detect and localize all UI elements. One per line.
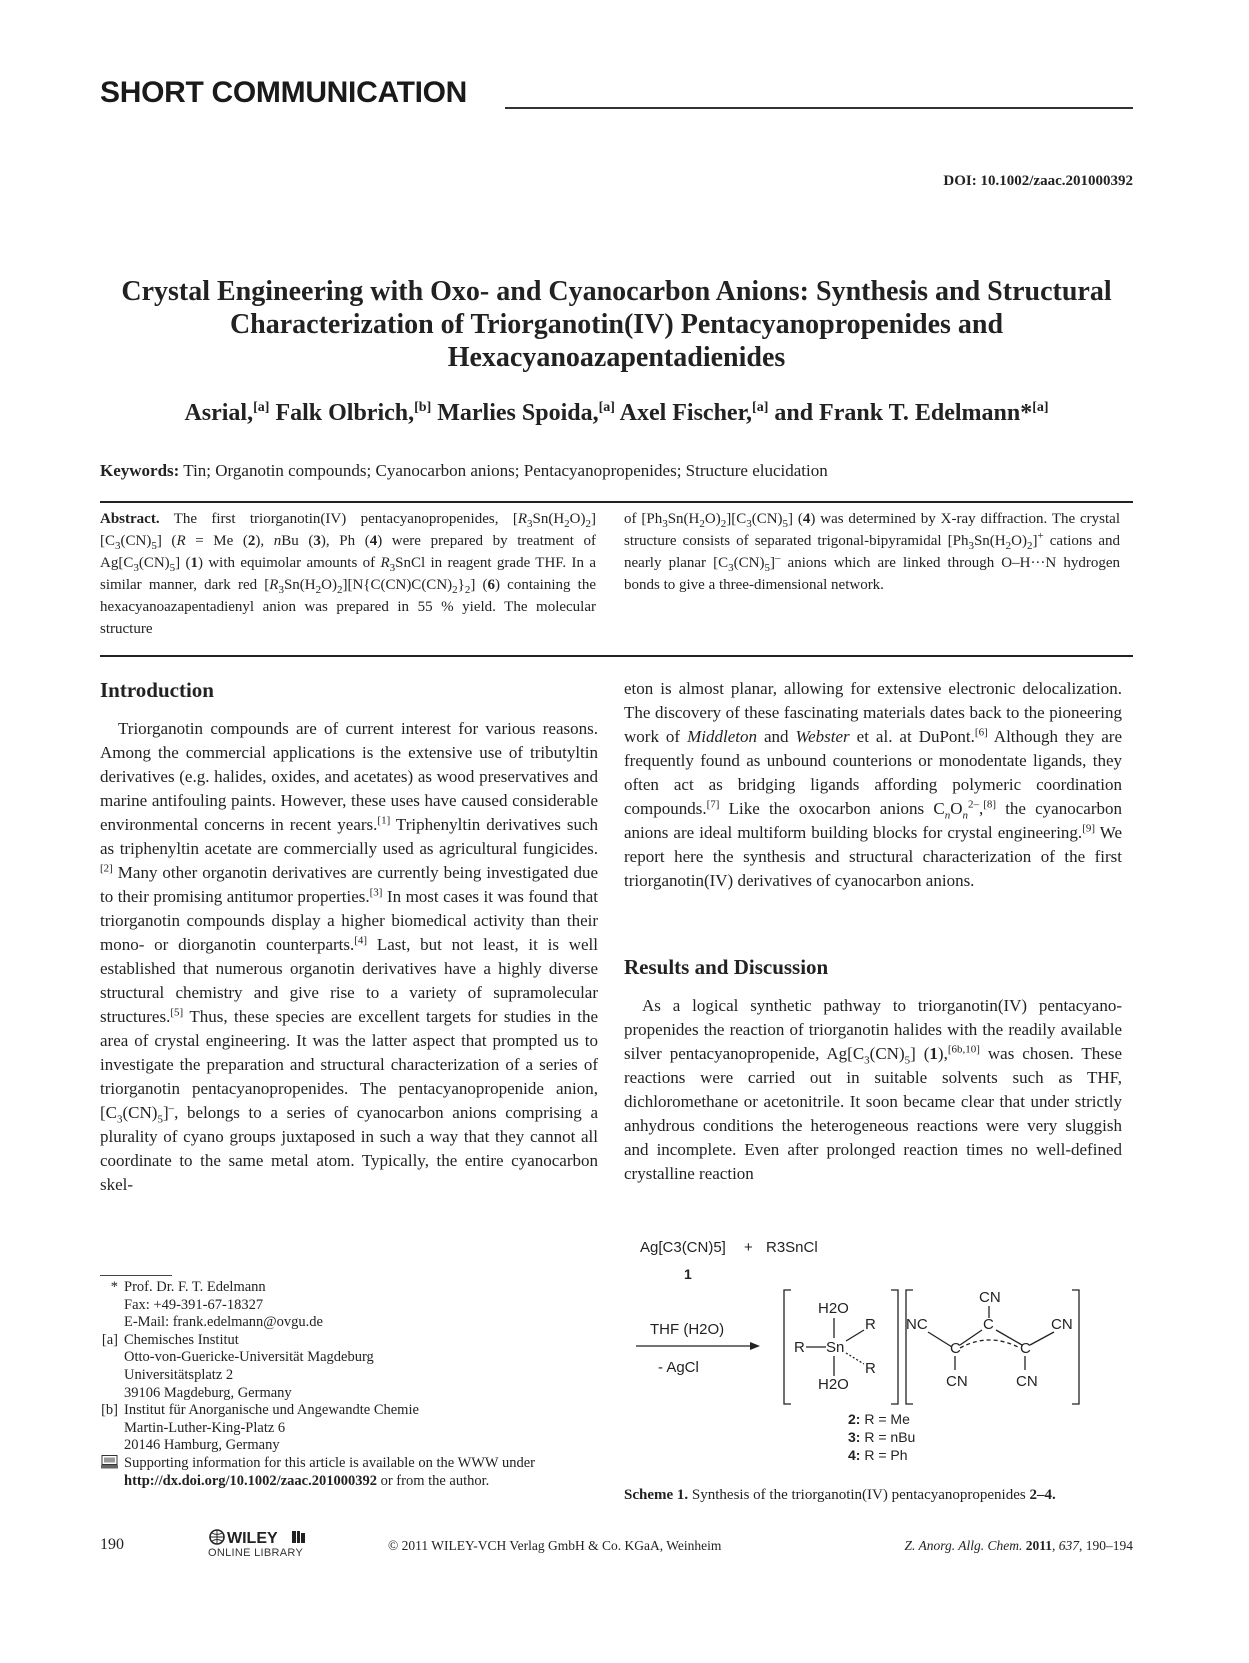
support-text: Supporting information for this article is available on the WWW under — [124, 1454, 535, 1471]
author: Marlies Spoida, — [437, 400, 599, 426]
water-ligand: H2O — [818, 1300, 849, 1317]
journal-pages: 190–194 — [1085, 1538, 1133, 1553]
journal-year: 2011 — [1025, 1538, 1052, 1553]
caption-text: Synthesis of the triorganotin(IV) pentacyanopropenides — [691, 1487, 1026, 1503]
support-link[interactable]: http://dx.doi.org/10.1002/zaac.201000392 — [124, 1472, 377, 1489]
reactant-triorganotin-chloride: R3SnCl — [766, 1239, 818, 1256]
author-affiliation: [a] — [598, 400, 615, 415]
author-affiliation: [a] — [752, 400, 769, 415]
abstract-lead: The first triorganotin(IV) pentacyanopropenides, — [173, 511, 499, 527]
footnote-affiliation-a — [100, 1332, 600, 1402]
page-number: 190 — [100, 1536, 124, 1553]
footnote-email: E-Mail: frank.edelmann@ovgu.de — [124, 1314, 323, 1331]
footnote-line: Otto-von-Guericke-Universität Magdeburg — [124, 1349, 374, 1366]
author: Axel Fischer, — [619, 400, 753, 426]
keywords-text: Tin; Organotin compounds; Cyanocarbon anions; Pentacyanopropenides; Structure elucidation — [183, 461, 828, 480]
product-substituent: R = Ph — [864, 1447, 908, 1463]
caption-label: Scheme 1. — [624, 1487, 689, 1503]
product-entry — [848, 1429, 915, 1445]
author: and Frank T. Edelmann* — [774, 400, 1033, 426]
abstract-column-right: of $[Ph_3Sn(H_2O)_2][C_3(CN)_5]$ (4) was determined by X-ray diffraction. The crystal structure consists of separated trigonal-bipyramidal $[Ph_3Sn(H_2O)_2]^+$ cations and nearly planar $[C_3(CN)_5]^-$ anions which are linked through O–H···N hydrogen bonds to give a three-dimensional network. — [624, 511, 1120, 593]
intro-continued: eton is almost planar, allowing for extensive electronic delocalization. The discovery of these fascinating materials dates back to the pioneering work of Middleton and Webster et al. at DuPont.[6] Although they are frequently found as unbound counterions or monodentate ligands, they often act as bridging ligands affording polymeric coordination compounds.[7] Like the oxocarbon anions $C_nO_n^{2-},[8]$ the cyanocarbon anions are ideal multiform building blocks for crystal engineering.[9] We report here the synthesis and structural characterization of the first triorganotin(IV) derivatives of cyanocarbon anions. — [624, 679, 1123, 890]
footnote-line: Fax: +49-391-67-18327 — [124, 1296, 264, 1313]
doi: DOI: 10.1002/zaac.201000392 — [943, 173, 1133, 189]
abstract-column-left: Abstract. The first triorganotin(IV) pentacyanopropenides, $[R_3Sn(H_2O)_2][C_3(CN)_5] (R = Me$ (2), nBu (3), Ph (4) were prepared by treatment of $Ag[C_3(CN)_5]$ (1) with equimolar amounts of $R_3SnCl$ in reagent grade THF. In a similar manner, dark red $[R_3Sn(H_2O)_2][N\{C(CN)C(CN)_2\}_2]$ (6) containing the hexacyanoazapentadienyl anion was prepared in 55 % yield. The molecular structure — [100, 511, 596, 637]
footnotes — [100, 1279, 600, 1490]
compound-number: 1 — [684, 1266, 692, 1282]
results-heading: Results and Discussion — [624, 955, 829, 979]
keywords — [100, 461, 828, 481]
footnote-affiliation-b — [100, 1402, 600, 1455]
cyano-group: CN — [1016, 1373, 1038, 1390]
journal-name: Z. Anorg. Allg. Chem. — [904, 1538, 1023, 1553]
product-list — [848, 1411, 915, 1463]
cyano-group: CN — [1051, 1316, 1073, 1333]
author-affiliation: [b] — [414, 400, 432, 415]
footnote-mark: [a] — [101, 1331, 118, 1348]
footnote-line: 39106 Magdeburg, Germany — [124, 1384, 292, 1401]
author-affiliation: [a] — [253, 400, 270, 415]
cyano-group: NC — [906, 1316, 928, 1333]
r-group: R — [865, 1316, 876, 1333]
author-list — [100, 400, 1133, 427]
product-substituent: R = nBu — [864, 1429, 916, 1445]
footnote-line: Universitätsplatz 2 — [124, 1366, 234, 1383]
tin-atom: Sn — [826, 1339, 845, 1356]
product-substituent: R = Me — [864, 1411, 910, 1427]
author: Asrial, — [184, 400, 254, 426]
anion-structure — [906, 1290, 1079, 1404]
banner-rule — [505, 107, 1133, 109]
book-icon — [292, 1531, 305, 1543]
footnote-supporting-info — [100, 1455, 600, 1490]
footnote-line: Martin-Luther-King-Platz 6 — [124, 1419, 286, 1436]
wiley-online-library-logo — [208, 1528, 308, 1563]
results-body: As a logical synthetic pathway to triorganotin(IV) pentacyanopropenides the reaction of triorganotin halides with the readily available silver pentacyanopropenide, $Ag[C_3(CN)_5]$ (1),[6b,10] was chosen. These reactions were carried out in suitable solvents such as THF, dichloromethane or acetonitrile. It soon became clear that under strictly anhydrous conditions the heterogeneous reactions were very sluggish and incomplete. Even after prolonged reaction times no well-defined crystalline reaction — [624, 996, 1122, 1183]
scheme-1 — [624, 1232, 1094, 1489]
footnote-mark: * — [110, 1279, 118, 1295]
reaction-conditions-byproduct: - AgCl — [658, 1359, 699, 1376]
scheme-caption — [624, 1487, 1056, 1504]
caption-compounds: 2–4. — [1029, 1487, 1056, 1503]
product-number: 3: — [848, 1429, 865, 1445]
reaction-arrow — [636, 1321, 760, 1376]
abstract-label: Abstract. — [100, 511, 160, 527]
journal-citation: Z. Anorg. Allg. Chem. 2011, 637, 190–194 — [904, 1538, 1133, 1553]
footnote-rule — [100, 1275, 172, 1276]
carbon-atom: C — [950, 1340, 961, 1357]
abstract-rule-bottom — [100, 655, 1133, 657]
author-affiliation: [a] — [1032, 400, 1049, 415]
r-group: R — [794, 1339, 805, 1356]
section-banner: SHORT COMMUNICATION — [100, 76, 468, 109]
wiley-brand: WILEY — [227, 1530, 278, 1547]
intro-body: Triorganotin compounds are of current interest for various reasons. Among the commercial applications is the extensive use of tributyltin derivatives (e.g. halides, oxides, and acetates) as wood preservatives and marine antifouling paints. However, these uses have caused considerable environmental concerns in recent years.[1] Triphenyltin derivatives such as triphenyltin acetate are commercially used as agricultural fungicides.[2] Many other organotin derivatives are currently being investigated due to their promising antitumor properties.[3] In most cases it was found that triorganotin compounds display a higher biomedical activity than their mono- or diorganotin counterparts.[4] Last, but not least, it is well established that numerous organotin derivatives have a highly diverse structural chemistry and give rise to a variety of supramolecular structures.[5] Thus, these species are excellent targets for studies in the area of crystal engineering. It was the latter aspect that prompted us to investigate the preparation and structural characterization of a series of triorganotin pentacyanopropenides. The pentacyanopropenide anion, $[C_3(CN)_5]^-$, belongs to a series of cyanocarbon anions comprising a plurality of cyano groups juxtaposed in such a way that they cannot all coordinate to the same metal atom. Typically, the entire cyanocarbon skel- — [100, 719, 599, 1194]
reaction-reactants — [640, 1239, 818, 1282]
carbon-atom: C — [983, 1316, 994, 1333]
intro-heading: Introduction — [100, 678, 214, 702]
plus-sign: + — [744, 1239, 753, 1256]
keywords-label: Keywords: — [100, 461, 180, 480]
reaction-conditions-solvent: THF (H2O) — [650, 1321, 725, 1338]
wiley-subtitle: ONLINE LIBRARY — [208, 1547, 304, 1558]
copyright: © 2011 WILEY-VCH Verlag GmbH & Co. KGaA, Weinheim — [388, 1538, 722, 1553]
computer-icon — [100, 1455, 124, 1490]
carbon-atom: C — [1020, 1340, 1031, 1357]
abstract-rule-top — [100, 501, 1133, 503]
footnote-line: Chemisches Institut — [124, 1331, 239, 1348]
author: Falk Olbrich, — [275, 400, 415, 426]
water-ligand: H2O — [818, 1376, 849, 1393]
product-entry — [848, 1411, 910, 1427]
footnote-line: 20146 Hamburg, Germany — [124, 1437, 280, 1454]
journal-volume: 637 — [1058, 1538, 1079, 1553]
footnote-line: Prof. Dr. F. T. Edelmann — [124, 1279, 266, 1295]
cyano-group: CN — [979, 1289, 1001, 1306]
footnote-line: Institut für Anorganische und Angewandte Chemie — [124, 1402, 419, 1419]
r-group: R — [865, 1360, 876, 1377]
product-entry — [848, 1447, 908, 1463]
support-text-end: or from the author. — [380, 1472, 490, 1489]
product-number: 2: — [848, 1411, 865, 1427]
article-title: Crystal Engineering with Oxo- and Cyanocarbon Anions: Synthesis and Structural Characterization of Triorganotin(IV) Pentacyanopropenides and Hexacyanoazapentadienides — [121, 276, 1112, 373]
footnote-mark: [b] — [101, 1402, 118, 1419]
cyano-group: CN — [946, 1373, 968, 1390]
product-number: 4: — [848, 1447, 865, 1463]
reactant-silver-salt: Ag[C3(CN)5] — [640, 1239, 726, 1256]
footnote-contact — [100, 1279, 600, 1332]
